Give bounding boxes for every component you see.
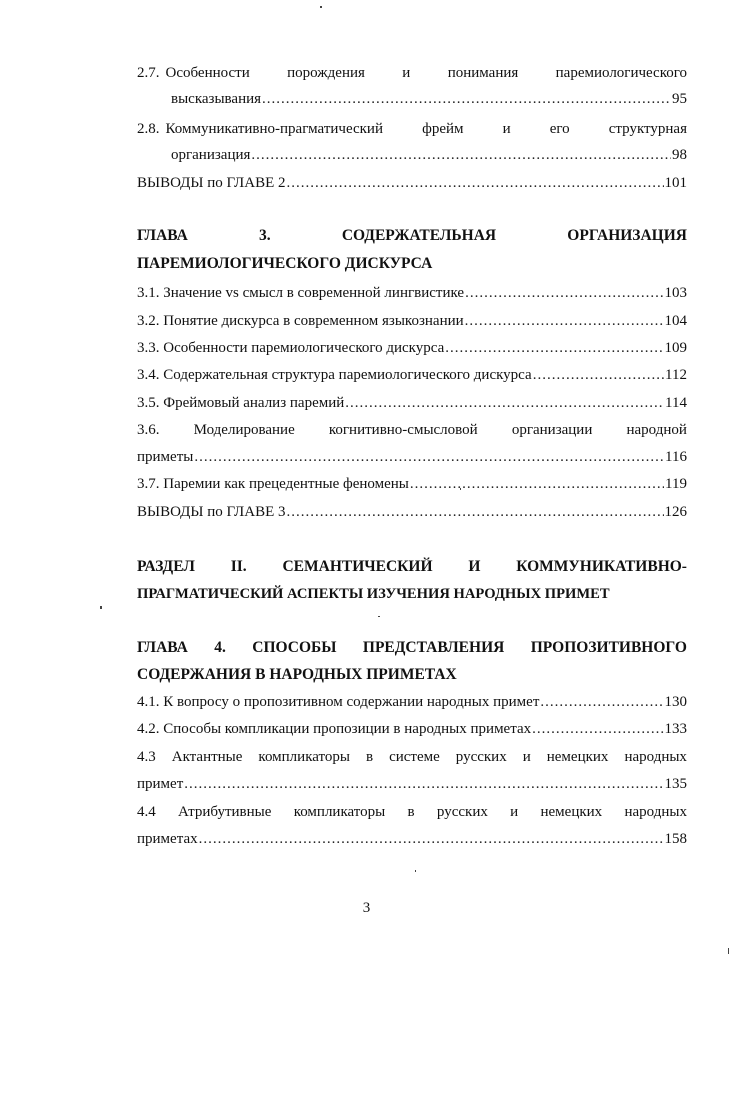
heading-word: ГЛАВА <box>137 639 188 656</box>
scan-speck <box>415 870 416 872</box>
toc-entry-3-2 <box>137 311 687 331</box>
dot-leader <box>184 774 663 794</box>
entry-title: 3.3. Особенности паремиологического дискурса <box>137 340 445 356</box>
page-ref: 116 <box>665 449 687 465</box>
entry-word: русских <box>455 749 507 765</box>
entry-number: 3.6. <box>137 422 160 438</box>
entry-title: 3.2. Понятие дискурса в современном языкознании <box>137 313 464 329</box>
heading-word: 3. <box>259 227 271 244</box>
entry-word: компликаторы <box>293 804 386 820</box>
scan-speck <box>378 616 380 617</box>
heading-word: РАЗДЕЛ <box>137 558 195 575</box>
entry-word: и <box>402 65 411 81</box>
dot-leader <box>286 173 663 193</box>
page-ref: 98 <box>672 147 687 163</box>
toc-entry-4-3-cont <box>137 774 687 794</box>
toc-entry-3-6-cont <box>137 447 687 467</box>
entry-title-cont: приметах <box>137 831 198 847</box>
entry-title: 3.1. Значение vs смысл в современной лингвистике <box>137 285 465 301</box>
toc-entry-4-3 <box>137 747 687 767</box>
dot-leader <box>465 283 663 303</box>
page-ref: 103 <box>664 285 687 301</box>
page-ref: 101 <box>664 175 687 191</box>
entry-word: Моделирование <box>193 422 295 438</box>
entry-word: народной <box>626 422 687 438</box>
page-ref: 104 <box>664 313 687 329</box>
page-ref: 109 <box>664 340 687 356</box>
toc-entry-2-7-cont <box>137 89 687 109</box>
entry-title-cont: примет <box>137 776 184 792</box>
dot-leader <box>540 692 663 712</box>
entry-title-cont: высказывания <box>171 91 262 107</box>
entry-word: его <box>549 121 570 137</box>
heading-line: ПРАГМАТИЧЕСКИЙ АСПЕКТЫ ИЗУЧЕНИЯ НАРОДНЫХ ПРИМЕТ <box>137 586 610 602</box>
entry-word: фрейм <box>422 121 464 137</box>
entry-word: Атрибутивные <box>178 804 272 820</box>
entry-word: в <box>407 804 415 820</box>
entry-word: народных <box>624 749 687 765</box>
chapter-3-heading <box>137 226 687 246</box>
heading-word: СОДЕРЖАТЕЛЬНАЯ <box>341 227 497 244</box>
page-ref: 112 <box>665 367 687 383</box>
heading-word: КОММУНИКАТИВНО- <box>516 558 687 575</box>
section-2-heading <box>137 557 687 577</box>
heading-word: ПРЕДСТАВЛЕНИЯ <box>362 639 505 656</box>
scan-speck <box>728 948 729 954</box>
entry-number: 4.4 <box>137 804 156 820</box>
entry-word: Особенности <box>165 65 250 81</box>
entry-title: ВЫВОДЫ по ГЛАВЕ 2 <box>137 175 286 191</box>
page-ref: 158 <box>664 831 687 847</box>
entry-word: русских <box>436 804 488 820</box>
page-ref: 119 <box>665 476 687 492</box>
dot-leader <box>533 365 664 385</box>
entry-word: организации <box>511 422 593 438</box>
scan-speck <box>460 488 461 490</box>
entry-title-cont: организация <box>171 147 251 163</box>
toc-entry-4-4 <box>137 802 687 822</box>
entry-word: Коммуникативно-прагматический <box>165 121 383 137</box>
toc-entry-3-4 <box>137 365 687 385</box>
page-number: 3 <box>362 900 371 916</box>
toc-entry-3-3 <box>137 338 687 358</box>
chapter-4-heading-cont <box>137 665 687 685</box>
toc-entry-2-8-cont <box>137 145 687 165</box>
entry-word: немецких <box>540 804 603 820</box>
entry-title: 3.7. Паремии как прецедентные феномены <box>137 476 409 492</box>
dot-leader <box>199 829 664 849</box>
toc-entry-first-line <box>137 63 687 83</box>
page-ref: 133 <box>664 721 687 737</box>
heading-word: СЕМАНТИЧЕСКИЙ <box>282 558 433 575</box>
entry-word: немецких <box>546 749 609 765</box>
dot-leader <box>286 502 663 522</box>
dot-leader <box>532 719 663 739</box>
chapter-4-heading <box>137 638 687 658</box>
entry-word: народных <box>624 804 687 820</box>
entry-word: Актантные <box>171 749 243 765</box>
entry-word: и <box>522 749 531 765</box>
section-2-heading-cont <box>137 584 687 604</box>
heading-word: ПРОПОЗИТИВНОГО <box>530 639 687 656</box>
toc-entry-3-7 <box>137 474 687 494</box>
heading-word: ОРГАНИЗАЦИЯ <box>567 227 687 244</box>
page-ref: 130 <box>664 694 687 710</box>
entry-number: 2.7. <box>137 65 160 81</box>
page-ref: 126 <box>664 504 687 520</box>
dot-leader <box>251 145 671 165</box>
toc-entry-4-4-cont <box>137 829 687 849</box>
page-ref: 135 <box>664 776 687 792</box>
entry-number: 2.8. <box>137 121 160 137</box>
toc-entry-3-6 <box>137 420 687 440</box>
heading-line: ПАРЕМИОЛОГИЧЕСКОГО ДИСКУРСА <box>137 255 433 272</box>
entry-word: паремиологического <box>555 65 687 81</box>
entry-title: ВЫВОДЫ по ГЛАВЕ 3 <box>137 504 286 520</box>
heading-word: СПОСОБЫ <box>252 639 337 656</box>
entry-word: когнитивно-смысловой <box>328 422 478 438</box>
page-ref: 95 <box>672 91 687 107</box>
heading-word: 4. <box>214 639 226 656</box>
toc-conclusions-3 <box>137 502 687 522</box>
entry-word: и <box>510 804 519 820</box>
entry-title: 3.4. Содержательная структура паремиологического дискурса <box>137 367 532 383</box>
toc-conclusions-2 <box>137 173 687 193</box>
toc-entry-4-2 <box>137 719 687 739</box>
entry-word: компликаторы <box>258 749 350 765</box>
heading-word: ГЛАВА <box>137 227 188 244</box>
toc-entry-3-1 <box>137 283 687 303</box>
heading-line: СОДЕРЖАНИЯ В НАРОДНЫХ ПРИМЕТАХ <box>137 666 457 683</box>
entry-word: структурная <box>608 121 687 137</box>
page-ref: 114 <box>665 395 687 411</box>
dot-leader <box>194 447 664 467</box>
entry-title-cont: приметы <box>137 449 194 465</box>
entry-title: 4.2. Способы компликации пропозиции в народных приметах <box>137 721 532 737</box>
entry-title: 3.5. Фреймовый анализ паремий <box>137 395 345 411</box>
toc-entry-2-8 <box>137 119 687 139</box>
toc-entry-2-7 <box>137 63 687 83</box>
heading-word: И <box>468 558 481 575</box>
scan-speck <box>320 6 322 8</box>
toc-entry-4-1 <box>137 692 687 712</box>
chapter-3-heading-cont <box>137 254 687 274</box>
dot-leader <box>410 474 664 494</box>
dot-leader <box>465 311 664 331</box>
scan-speck <box>100 606 102 609</box>
toc-entry-3-5 <box>137 393 687 413</box>
entry-word: и <box>502 121 511 137</box>
dot-leader <box>262 89 671 109</box>
dot-leader <box>445 338 663 358</box>
heading-word: II. <box>230 558 247 575</box>
dot-leader <box>345 393 664 413</box>
entry-number: 4.3 <box>137 749 156 765</box>
entry-word: порождения <box>287 65 365 81</box>
entry-word: понимания <box>447 65 519 81</box>
entry-word: системе <box>389 749 440 765</box>
entry-word: в <box>365 749 374 765</box>
entry-title: 4.1. К вопросу о пропозитивном содержании народных примет <box>137 694 540 710</box>
